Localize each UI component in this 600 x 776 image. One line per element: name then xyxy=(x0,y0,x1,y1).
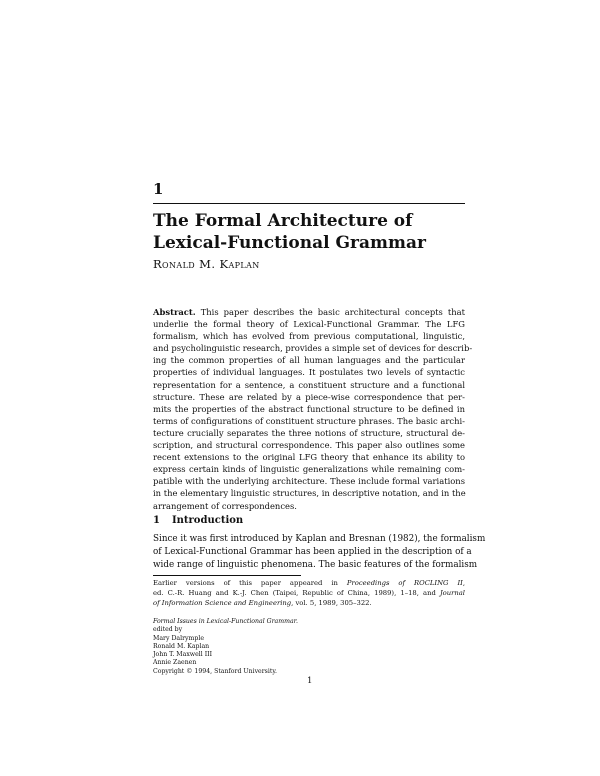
body-line: wide range of linguistic phenomena. The basic features of the formalism xyxy=(153,560,478,570)
abstract-line: underlie the formal theory of Lexical-Functional Grammar. The LFG xyxy=(153,319,465,330)
abstract-text: This paper describes the basic architectural concepts that xyxy=(195,307,465,317)
section-title: Introduction xyxy=(171,515,244,526)
footnote-line xyxy=(153,588,465,598)
footnote xyxy=(153,578,465,608)
section-heading xyxy=(153,515,243,526)
abstract-line: structure. These are related by a piece-wise correspondence that per- xyxy=(153,391,465,402)
abstract-line: recent extensions to the original LFG theory that enhance its ability to xyxy=(153,452,465,463)
abstract-line: terms of configurations of constituent structure phrases. The basic archi- xyxy=(153,415,465,426)
editor-name: Mary Dalrymple xyxy=(153,634,204,642)
footnote-text: ed. C.-R. Huang and K.-J. Chen (Taipei, Republic of China, 1989), 1–18, and xyxy=(153,589,440,597)
book-title: Formal Issues in Lexical-Functional Grammar. xyxy=(153,618,298,625)
footnote-text: , vol. 5, 1989, 305–322. xyxy=(291,599,372,607)
page-number: 1 xyxy=(307,676,313,686)
abstract-line: in the elementary linguistic structures, in descriptive notation, and in the xyxy=(153,488,466,499)
abstract-line: and psycholinguistic research, provides a simple set of devices for describ- xyxy=(153,343,473,354)
editor-name: Annie Zaenen xyxy=(153,659,197,667)
editor-name: John T. Maxwell III xyxy=(153,651,213,659)
author-name: Ronald M. Kaplan xyxy=(153,257,260,271)
abstract-line: mits the properties of the abstract functional structure to be defined in xyxy=(153,403,465,414)
footnote-line xyxy=(153,598,465,608)
body-line: of Lexical-Functional Grammar has been applied in the description of a xyxy=(153,547,472,557)
abstract-line: formalism, which has evolved from previous computational, linguistic, xyxy=(153,331,465,342)
abstract-label: Abstract. xyxy=(153,307,196,317)
abstract xyxy=(153,306,473,512)
section-body xyxy=(153,533,486,572)
paper-page xyxy=(153,0,486,776)
footnote-line xyxy=(153,578,465,588)
abstract-line: ing the common properties of all human languages and the particular xyxy=(153,355,465,366)
footnote-journal: Journal xyxy=(439,589,465,597)
edited-by: edited by xyxy=(153,626,183,634)
abstract-line: arrangement of correspondences. xyxy=(153,500,297,511)
abstract-line: representation for a sentence, a constituent structure and a functional xyxy=(153,379,465,390)
abstract-line: tecture crucially separates the three notions of structure, structural de- xyxy=(153,427,465,438)
footnote-venue: Proceedings of ROCLING II xyxy=(346,579,463,587)
abstract-line: scription, and structural correspondence. This paper also outlines some xyxy=(153,440,465,451)
title-rule xyxy=(153,203,465,204)
editor-name: Ronald M. Kaplan xyxy=(153,642,210,650)
footnote-text: Earlier versions of this paper appeared in xyxy=(153,579,347,587)
abstract-line: properties of individual languages. It postulates two levels of syntactic xyxy=(153,367,465,378)
body-line: Since it was first introduced by Kaplan and Bresnan (1982), the formalism xyxy=(153,534,486,544)
footnote-journal: of Information Science and Engineering xyxy=(153,599,292,607)
copyright-notice: Copyright © 1994, Stanford University. xyxy=(153,667,277,675)
abstract-line: patible with the underlying architecture. These include formal variations xyxy=(153,476,465,487)
chapter-number: 1 xyxy=(153,180,164,198)
paper-title xyxy=(153,210,426,254)
abstract-line xyxy=(153,306,465,318)
section-number: 1 xyxy=(153,515,160,526)
copyright-block xyxy=(153,618,298,676)
footnote-text: , xyxy=(462,579,465,587)
footnote-rule xyxy=(153,575,301,576)
title-line-2: Lexical-Functional Grammar xyxy=(153,233,426,253)
title-line-1: The Formal Architecture of xyxy=(153,211,413,231)
abstract-line: express certain kinds of linguistic generalizations while remaining com- xyxy=(153,464,465,475)
